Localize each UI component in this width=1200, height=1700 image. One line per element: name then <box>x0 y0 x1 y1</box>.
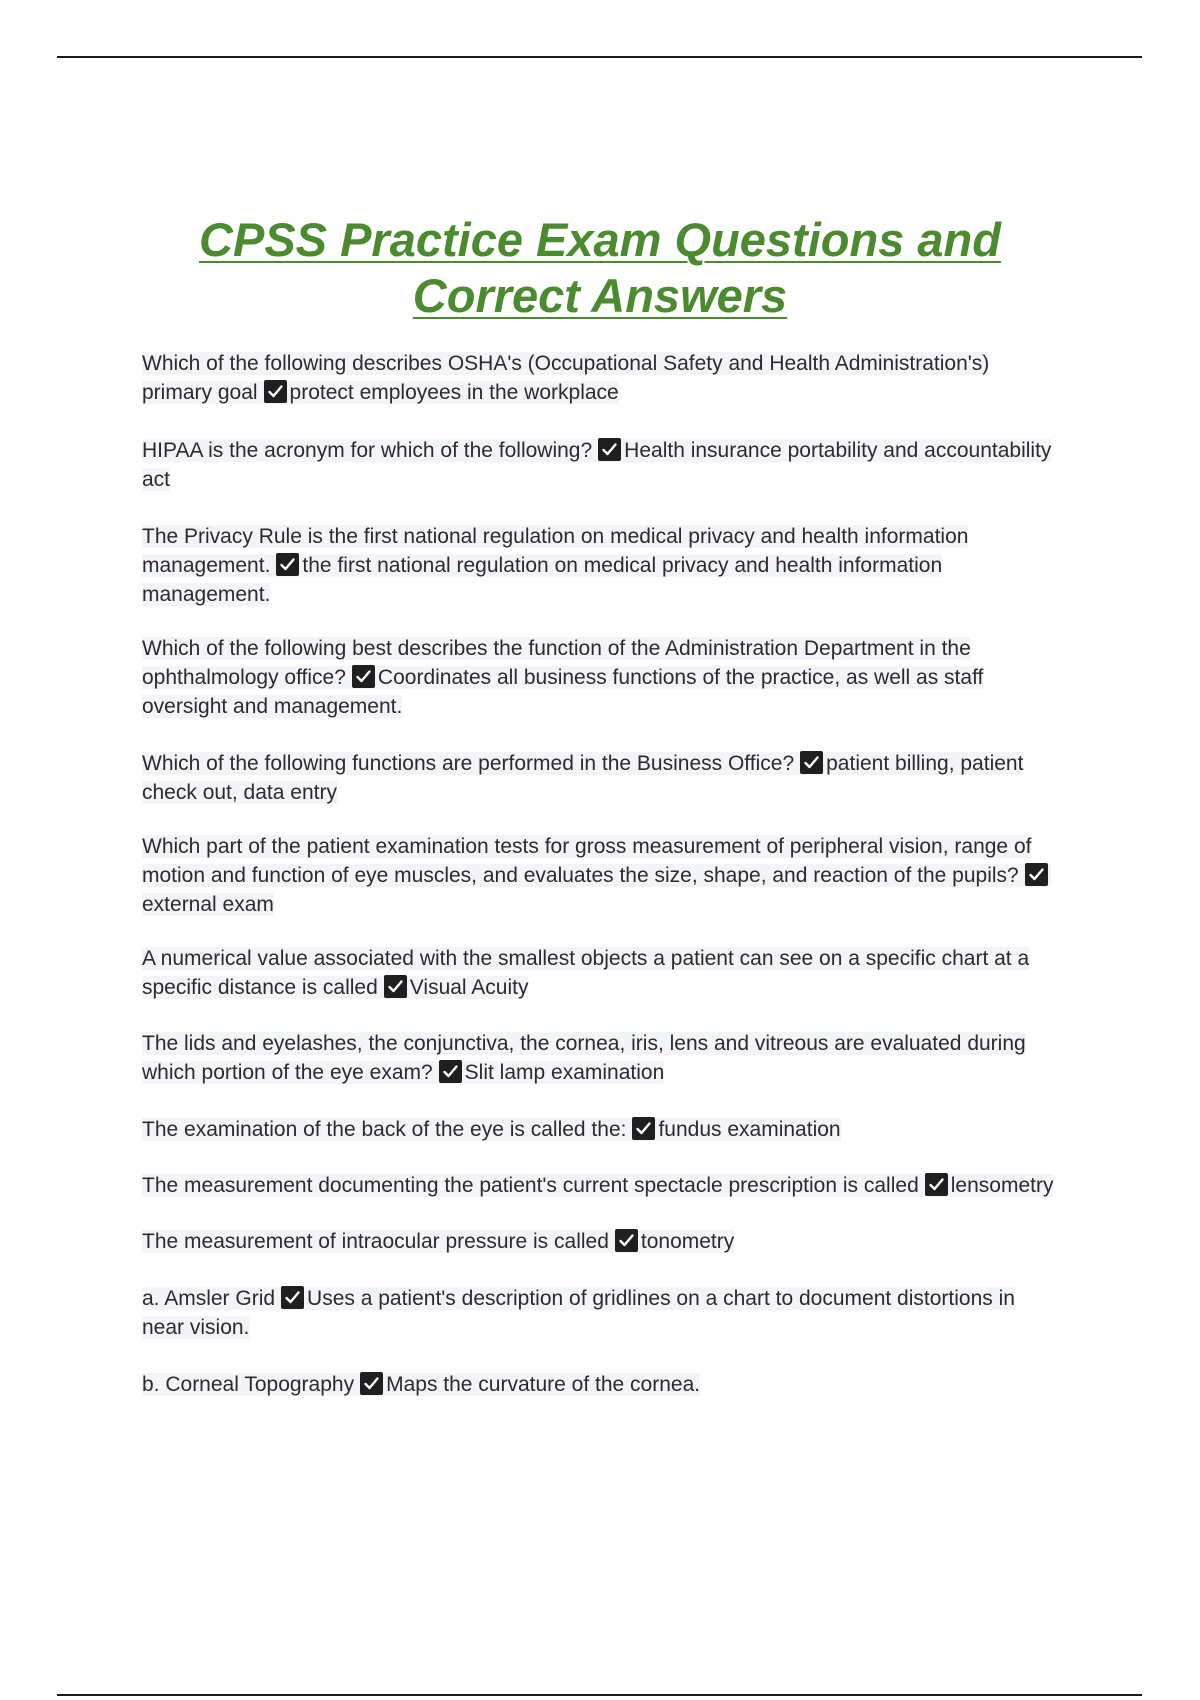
answer-text: Maps the curvature of the cornea. <box>386 1373 701 1396</box>
checkbox-checked-icon <box>800 751 823 774</box>
answer-text: the first national regulation on medical privacy and health information management. <box>142 554 943 606</box>
checkbox-checked-icon <box>439 1060 462 1083</box>
question-text: Which part of the patient examination tests for gross measurement of peripheral vision, range of motion and function of eye muscles, and evaluates the size, shape, and reaction of the pupils? <box>142 835 1032 887</box>
answer-text: external exam <box>142 893 274 916</box>
checkbox-checked-icon <box>360 1372 383 1395</box>
question-text: Which of the following describes OSHA's (Occupational Safety and Health Administration's) primary goal <box>142 352 990 404</box>
answer-text: Slit lamp examination <box>464 1061 665 1084</box>
qa-item <box>142 1029 1062 1087</box>
qa-item <box>142 522 1062 609</box>
question-text: The Privacy Rule is the first national regulation on medical privacy and health information management. <box>142 525 969 577</box>
checkbox-checked-icon <box>925 1173 948 1196</box>
question-text: A numerical value associated with the smallest objects a patient can see on a specific chart at a specific distance is called <box>142 947 1030 999</box>
qa-item <box>142 1284 1062 1342</box>
question-text: a. Amsler Grid <box>142 1287 276 1310</box>
qa-item <box>142 436 1062 494</box>
title-line-2: Correct Answers <box>412 269 788 322</box>
checkbox-checked-icon <box>352 665 375 688</box>
question-text: The lids and eyelashes, the conjunctiva, the cornea, iris, lens and vitreous are evaluated during which portion of the eye exam? <box>142 1032 1026 1084</box>
qa-item <box>142 1370 1062 1399</box>
answer-text: Visual Acuity <box>409 976 529 999</box>
answer-text: patient billing, patient check out, data entry <box>142 752 1024 804</box>
qa-item <box>142 1227 1062 1256</box>
question-text: HIPAA is the acronym for which of the following? <box>142 439 593 462</box>
answer-text: Coordinates all business functions of the practice, as well as staff oversight and management. <box>142 666 984 718</box>
checkbox-checked-icon <box>384 975 407 998</box>
question-text: The measurement documenting the patient's current spectacle prescription is called <box>142 1174 919 1197</box>
qa-item <box>142 349 1062 407</box>
question-text: The examination of the back of the eye is called the: <box>142 1118 627 1141</box>
checkbox-checked-icon <box>598 438 621 461</box>
qa-list <box>142 349 1062 1399</box>
qa-item <box>142 944 1062 1002</box>
qa-item <box>142 1115 1062 1144</box>
answer-text: Uses a patient's description of gridlines on a chart to document distortions in near vision. <box>142 1287 1015 1339</box>
top-divider <box>57 56 1142 58</box>
answer-text: fundus examination <box>658 1118 841 1141</box>
question-text: b. Corneal Topography <box>142 1373 355 1396</box>
question-text: Which of the following best describes the function of the Administration Department in the ophthalmology office? <box>142 637 971 689</box>
question-text: Which of the following functions are performed in the Business Office? <box>142 752 795 775</box>
answer-text: tonometry <box>640 1230 735 1253</box>
question-text: The measurement of intraocular pressure is called <box>142 1230 609 1253</box>
title-line-1: CPSS Practice Exam Questions and <box>199 213 1001 266</box>
answer-text: lensometry <box>950 1174 1054 1197</box>
qa-item <box>142 1171 1062 1200</box>
qa-item <box>142 634 1062 721</box>
checkbox-checked-icon <box>615 1229 638 1252</box>
qa-item <box>142 832 1062 919</box>
checkbox-checked-icon <box>281 1286 304 1309</box>
checkbox-checked-icon <box>276 553 299 576</box>
bottom-divider <box>57 1694 1142 1696</box>
checkbox-checked-icon <box>632 1117 655 1140</box>
checkbox-checked-icon <box>264 380 287 403</box>
qa-item <box>142 749 1062 807</box>
page-title <box>100 212 1100 324</box>
answer-text: Health insurance portability and accountability act <box>142 439 1052 491</box>
checkbox-checked-icon <box>1025 863 1048 886</box>
answer-text: protect employees in the workplace <box>289 381 619 404</box>
